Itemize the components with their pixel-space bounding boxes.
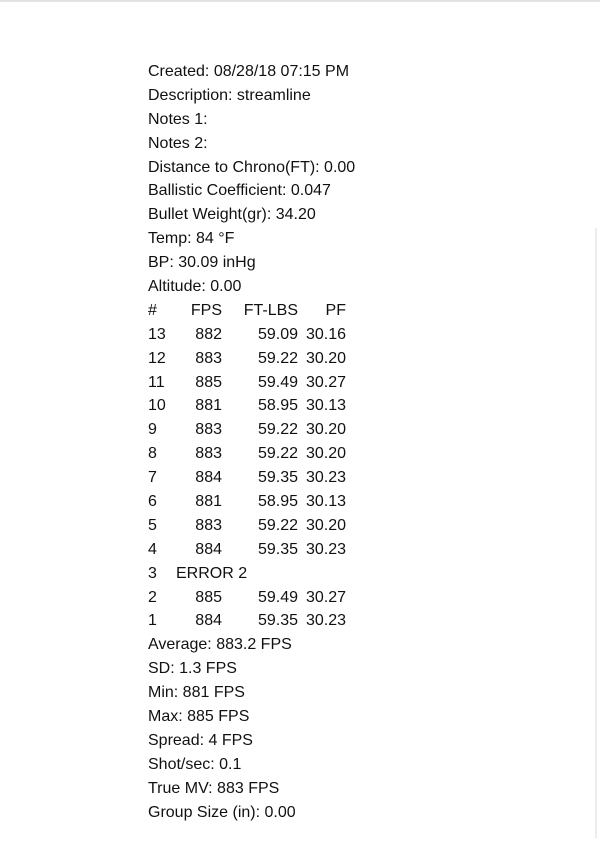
shot-number: 1 xyxy=(148,612,157,630)
table-row xyxy=(148,586,355,610)
group-size-line: Group Size (in): 0.00 xyxy=(148,803,296,821)
shot-number: 6 xyxy=(148,493,157,511)
shot-ftlbs: 58.95 xyxy=(257,493,298,511)
shot-table-body xyxy=(148,323,355,634)
table-row xyxy=(148,538,355,562)
table-row xyxy=(148,514,355,538)
shot-number: 3 xyxy=(148,564,157,582)
shot-ftlbs: 59.49 xyxy=(257,373,298,391)
shot-number: 9 xyxy=(148,421,157,439)
shot-fps: 884 xyxy=(195,540,222,558)
shot-number: 10 xyxy=(148,397,166,415)
shot-ftlbs: 59.49 xyxy=(257,588,298,606)
shot-number: 4 xyxy=(148,540,157,558)
temp-line: Temp: 84 °F xyxy=(148,230,235,248)
shot-pf: 30.13 xyxy=(305,397,346,415)
table-row xyxy=(148,609,355,633)
shot-pf: 30.23 xyxy=(305,612,346,630)
table-row xyxy=(148,323,355,347)
shot-number: 2 xyxy=(148,588,157,606)
shot-ftlbs: 59.35 xyxy=(257,612,298,630)
shot-fps: 884 xyxy=(195,612,222,630)
shot-ftlbs: 59.09 xyxy=(257,325,298,343)
col-header-fps: FPS xyxy=(190,301,222,319)
true-mv-line: True MV: 883 FPS xyxy=(148,779,280,797)
shot-pf: 30.27 xyxy=(305,588,346,606)
table-row xyxy=(148,394,355,418)
shot-pf: 30.16 xyxy=(305,325,346,343)
col-header-pf: PF xyxy=(325,301,346,319)
table-row xyxy=(148,490,355,514)
shot-error: ERROR 2 xyxy=(176,564,248,582)
shot-sec-line: Shot/sec: 0.1 xyxy=(148,755,242,773)
col-header-ftlbs: FT-LBS xyxy=(243,301,298,319)
shot-number: 13 xyxy=(148,325,166,343)
description-line: Description: streamline xyxy=(148,86,311,104)
shot-pf: 30.13 xyxy=(305,493,346,511)
shot-ftlbs: 59.22 xyxy=(257,445,298,463)
shot-fps: 885 xyxy=(195,373,222,391)
shot-number: 8 xyxy=(148,445,157,463)
shot-fps: 884 xyxy=(195,469,222,487)
chrono-report xyxy=(148,60,355,825)
table-header xyxy=(148,299,355,323)
shot-fps: 883 xyxy=(195,421,222,439)
shot-number: 7 xyxy=(148,469,157,487)
spread-line: Spread: 4 FPS xyxy=(148,731,253,749)
shot-ftlbs: 59.22 xyxy=(257,349,298,367)
shot-ftlbs: 59.22 xyxy=(257,421,298,439)
shot-ftlbs: 58.95 xyxy=(257,397,298,415)
shot-pf: 30.27 xyxy=(305,373,346,391)
scroll-edge xyxy=(595,228,597,838)
table-row xyxy=(148,562,355,586)
notes2-line: Notes 2: xyxy=(148,134,208,152)
shot-fps: 885 xyxy=(195,588,222,606)
shot-fps: 883 xyxy=(195,516,222,534)
bp-line: BP: 30.09 inHg xyxy=(148,254,256,272)
max-line: Max: 885 FPS xyxy=(148,708,250,726)
shot-ftlbs: 59.35 xyxy=(257,469,298,487)
created-line: Created: 08/28/18 07:15 PM xyxy=(148,63,350,80)
shot-number: 5 xyxy=(148,516,157,534)
altitude-line: Altitude: 0.00 xyxy=(148,278,242,296)
shot-fps: 882 xyxy=(195,325,222,343)
notes1-line: Notes 1: xyxy=(148,110,208,128)
bullet-weight-line: Bullet Weight(gr): 34.20 xyxy=(148,206,316,224)
shot-fps: 881 xyxy=(195,397,222,415)
ballistic-coefficient-line: Ballistic Coefficient: 0.047 xyxy=(148,182,331,200)
shot-pf: 30.20 xyxy=(305,421,346,439)
distance-line: Distance to Chrono(FT): 0.00 xyxy=(148,158,356,176)
shot-fps: 881 xyxy=(195,493,222,511)
table-row xyxy=(148,418,355,442)
table-row xyxy=(148,371,355,395)
shot-pf: 30.23 xyxy=(305,469,346,487)
shot-pf: 30.20 xyxy=(305,445,346,463)
shot-ftlbs: 59.22 xyxy=(257,516,298,534)
shot-pf: 30.23 xyxy=(305,540,346,558)
shot-number: 12 xyxy=(148,349,166,367)
shot-fps: 883 xyxy=(195,349,222,367)
table-row xyxy=(148,466,355,490)
min-line: Min: 881 FPS xyxy=(148,684,245,702)
shot-fps: 883 xyxy=(195,445,222,463)
top-border xyxy=(0,0,600,2)
table-row xyxy=(148,347,355,371)
shot-ftlbs: 59.35 xyxy=(257,540,298,558)
shot-number: 11 xyxy=(148,373,165,391)
sd-line: SD: 1.3 FPS xyxy=(148,660,237,678)
shot-pf: 30.20 xyxy=(305,516,346,534)
col-header-index: # xyxy=(148,301,157,319)
table-row xyxy=(148,442,355,466)
average-line: Average: 883.2 FPS xyxy=(148,636,292,654)
shot-pf: 30.20 xyxy=(305,349,346,367)
